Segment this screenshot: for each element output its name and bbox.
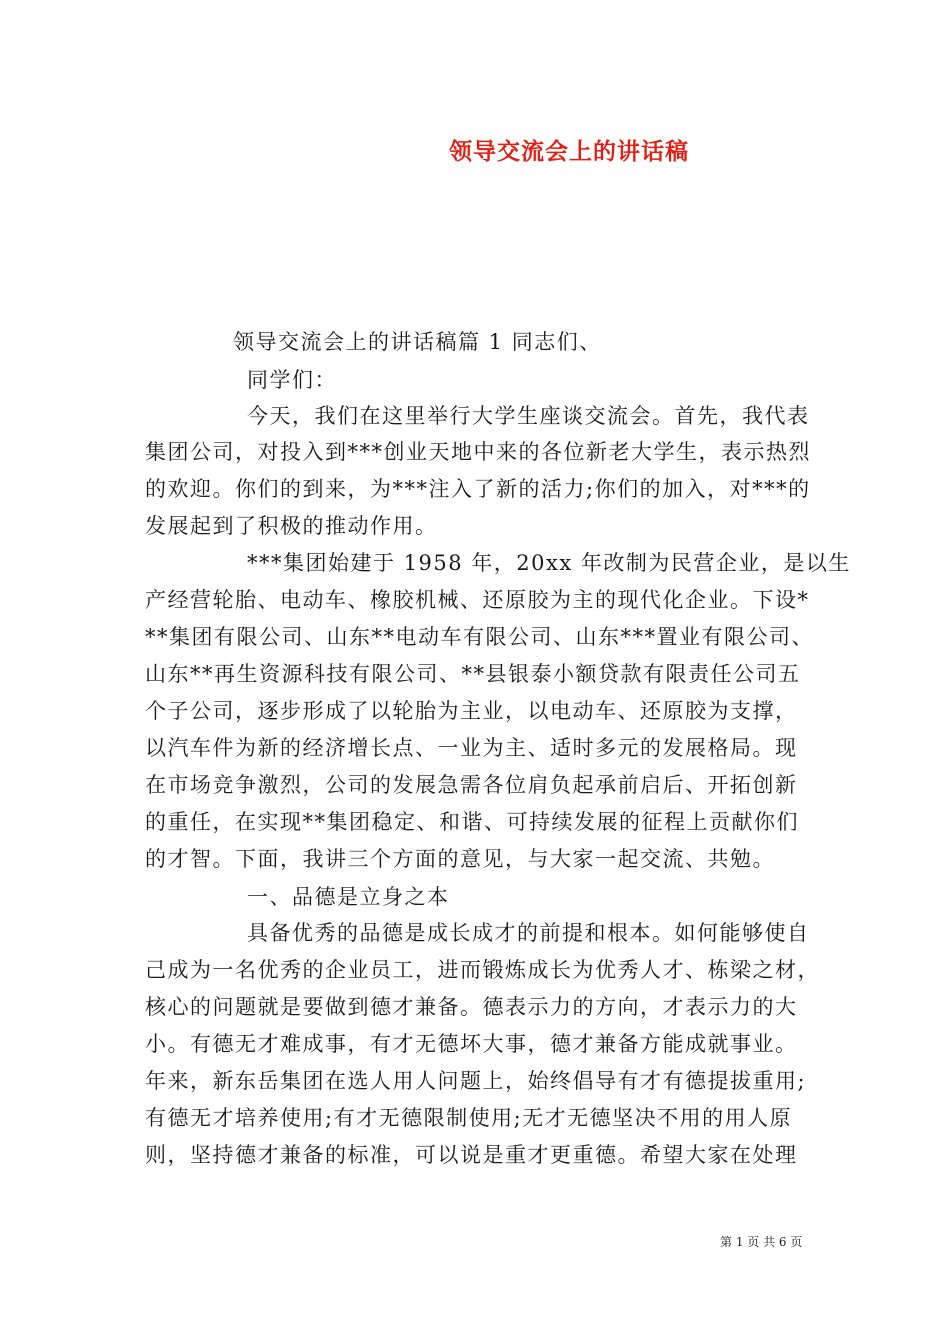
body-line: 以汽车件为新的经济增长点、一业为主、适时多元的发展格局。现	[145, 736, 798, 760]
body-line: 年来，新东岳集团在选人用人问题上，始终倡导有才有德提拔重用;	[145, 1069, 807, 1093]
body-line: 山东**再生资源科技有限公司、**县银泰小额贷款有限责任公司五	[145, 662, 801, 686]
section-heading: 一、品德是立身之本	[247, 885, 450, 909]
body-line: 己成为一名优秀的企业员工，进而锻炼成长为优秀人才、栋梁之材，	[145, 958, 820, 982]
page-number: 第 1 页 共 6 页	[720, 1235, 803, 1249]
document-title: 领导交流会上的讲话稿	[449, 138, 689, 165]
body-line: 具备优秀的品德是成长成才的前提和根本。如何能够使自	[247, 921, 810, 945]
body-line: 的才智。下面，我讲三个方面的意见，与大家一起交流、共勉。	[145, 847, 775, 871]
body-line: 则，坚持德才兼备的标准，可以说是重才更重德。希望大家在处理	[145, 1143, 798, 1167]
body-line: **集团有限公司、山东**电动车有限公司、山东***置业有限公司、	[145, 625, 814, 649]
body-line: 的欢迎。你们的到来，为***注入了新的活力;你们的加入，对***的	[145, 477, 811, 501]
body-line: 的重任，在实现**集团稳定、和谐、可持续发展的征程上贡献你们	[145, 810, 799, 834]
body-line: 产经营轮胎、电动车、橡胶机械、还原胶为主的现代化企业。下设*	[145, 588, 810, 612]
body-line: 小。有德无才难成事，有才无德坏大事，德才兼备方能成就事业。	[145, 1032, 798, 1056]
body-line: 领导交流会上的讲话稿篇 1 同志们、	[233, 330, 602, 354]
body-line: ***集团始建于 1958 年，20xx 年改制为民营企业，是以生	[247, 551, 851, 575]
body-line: 个子公司，逐步形成了以轮胎为主业，以电动车、还原胶为支撑，	[145, 699, 798, 723]
body-line: 集团公司，对投入到***创业天地中来的各位新老大学生，表示热烈	[145, 440, 811, 464]
body-line: 同学们：	[247, 368, 337, 392]
body-line: 核心的问题就是要做到德才兼备。德表示力的方向，才表示力的大	[145, 995, 798, 1019]
body-line: 发展起到了积极的推动作用。	[145, 514, 438, 538]
body-line: 在市场竞争激烈，公司的发展急需各位肩负起承前启后、开拓创新	[145, 773, 798, 797]
body-line: 有德无才培养使用;有才无德限制使用;无才无德坚决不用的用人原	[145, 1106, 793, 1130]
body-line: 今天，我们在这里举行大学生座谈交流会。首先，我代表	[247, 404, 810, 428]
